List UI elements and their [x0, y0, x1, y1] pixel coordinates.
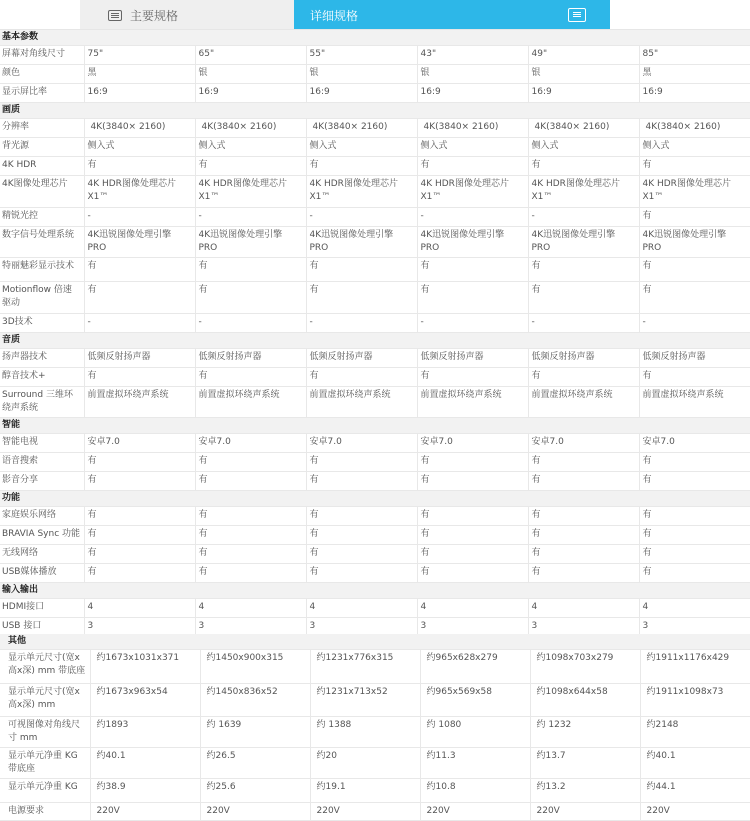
spec-value: 220V	[530, 803, 640, 821]
spec-row	[0, 314, 750, 333]
section-title: 画质	[0, 103, 750, 119]
spec-value: -	[528, 314, 639, 333]
spec-value: 49"	[528, 46, 639, 65]
spec-value: 4K(3840× 2160)	[639, 119, 750, 138]
spec-label: 显示单元尺寸(宽x高x深) mm	[0, 684, 90, 717]
section-header	[0, 418, 750, 434]
spec-value: 安卓7.0	[528, 434, 639, 453]
spec-value: 4K HDR图像处理芯片 X1™	[84, 176, 195, 208]
spec-row	[0, 434, 750, 453]
spec-label: 背光源	[0, 138, 84, 157]
spec-value: 约 1388	[310, 717, 420, 748]
spec-value: 安卓7.0	[84, 434, 195, 453]
other-spec-table	[0, 634, 750, 821]
spec-row	[0, 472, 750, 491]
spec-value: 3	[195, 618, 306, 637]
spec-value: 有	[417, 472, 528, 491]
spec-row	[0, 387, 750, 418]
list-icon	[108, 10, 122, 21]
section-title: 智能	[0, 418, 750, 434]
spec-value: 约1231x776x315	[310, 650, 420, 684]
spec-label: Motionflow 倍速驱动	[0, 282, 84, 314]
spec-value: 低频反射扬声器	[528, 349, 639, 368]
spec-value: 有	[195, 258, 306, 282]
spec-row	[0, 138, 750, 157]
spec-value: 有	[528, 564, 639, 583]
spec-value: 约1911x1176x429	[640, 650, 750, 684]
spec-value: 4K迅锐图像处理引擎 PRO	[639, 227, 750, 258]
spec-value: 有	[639, 507, 750, 526]
spec-row	[0, 564, 750, 583]
spec-value: -	[306, 314, 417, 333]
spec-value: 220V	[420, 803, 530, 821]
section-header	[0, 103, 750, 119]
spec-value: 4K迅锐图像处理引擎 PRO	[306, 227, 417, 258]
spec-value: 有	[417, 157, 528, 176]
spec-value: 85"	[639, 46, 750, 65]
spec-value: 约1450x836x52	[200, 684, 310, 717]
spec-value: 低频反射扬声器	[417, 349, 528, 368]
spec-value: 约26.5	[200, 748, 310, 779]
spec-label: HDMI接口	[0, 599, 84, 618]
spec-value: 4	[417, 599, 528, 618]
spec-value: 侧入式	[195, 138, 306, 157]
spec-value: 约13.7	[530, 748, 640, 779]
spec-value: 有	[84, 258, 195, 282]
spec-label: 电源要求	[0, 803, 90, 821]
tab-detail-label: 详细规格	[310, 8, 359, 23]
spec-value: 4	[306, 599, 417, 618]
spec-value: 4	[195, 599, 306, 618]
spec-value: 4K HDR图像处理芯片 X1™	[306, 176, 417, 208]
spec-value: 有	[306, 258, 417, 282]
spec-value: 有	[639, 282, 750, 314]
spec-value: 有	[528, 526, 639, 545]
spec-value: 约13.2	[530, 779, 640, 803]
spec-value: 有	[639, 453, 750, 472]
spec-value: 有	[195, 282, 306, 314]
spec-value: 4K HDR图像处理芯片 X1™	[417, 176, 528, 208]
spec-value: 有	[306, 545, 417, 564]
spec-value: 约10.8	[420, 779, 530, 803]
spec-value: 约1098x703x279	[530, 650, 640, 684]
spec-value: 银	[528, 65, 639, 84]
spec-row	[0, 65, 750, 84]
spec-row	[0, 368, 750, 387]
spec-value: 侧入式	[417, 138, 528, 157]
spec-value: 约1231x713x52	[310, 684, 420, 717]
spec-value: 220V	[200, 803, 310, 821]
spec-label: 特丽魅彩显示技术	[0, 258, 84, 282]
spec-value: -	[84, 314, 195, 333]
spec-value: 4	[528, 599, 639, 618]
spec-value: 4	[639, 599, 750, 618]
spec-value: 有	[639, 545, 750, 564]
spec-label: 颜色	[0, 65, 84, 84]
spec-value: 约38.9	[90, 779, 200, 803]
spec-value: 有	[84, 507, 195, 526]
spec-value: -	[195, 314, 306, 333]
spec-value: 16:9	[195, 84, 306, 103]
spec-value: 前置虚拟环绕声系统	[639, 387, 750, 418]
spec-value: -	[639, 314, 750, 333]
tab-main-specs[interactable]	[80, 0, 294, 30]
spec-value: 约2148	[640, 717, 750, 748]
spec-label: 醇音技术+	[0, 368, 84, 387]
spec-label: 屏幕对角线尺寸	[0, 46, 84, 65]
spec-value: 有	[417, 258, 528, 282]
spec-value: 4K(3840× 2160)	[306, 119, 417, 138]
spec-label: 显示单元净重 KG	[0, 779, 90, 803]
spec-row	[0, 176, 750, 208]
spec-value: 16:9	[639, 84, 750, 103]
spec-value: 65"	[195, 46, 306, 65]
spec-row	[0, 507, 750, 526]
spec-value: 有	[195, 472, 306, 491]
spec-value: 约965x569x58	[420, 684, 530, 717]
spec-row	[0, 779, 750, 803]
section-title: 音质	[0, 333, 750, 349]
spec-value: 3	[417, 618, 528, 637]
tab-main-label: 主要规格	[130, 8, 179, 23]
spec-value: 安卓7.0	[417, 434, 528, 453]
spec-value: 约19.1	[310, 779, 420, 803]
spec-value: 安卓7.0	[306, 434, 417, 453]
section-title: 其他	[0, 634, 750, 650]
spec-row	[0, 157, 750, 176]
spec-value: 4K迅锐图像处理引擎 PRO	[417, 227, 528, 258]
spec-value: 约40.1	[640, 748, 750, 779]
spec-label: BRAVIA Sync 功能	[0, 526, 84, 545]
spec-row	[0, 650, 750, 684]
spec-label: 智能电视	[0, 434, 84, 453]
spec-value: 有	[195, 564, 306, 583]
spec-value: 有	[84, 368, 195, 387]
spec-label: 扬声器技术	[0, 349, 84, 368]
spec-row	[0, 545, 750, 564]
spec-value: 43"	[417, 46, 528, 65]
spec-row	[0, 227, 750, 258]
spec-tabs	[0, 0, 750, 30]
spec-value: 约25.6	[200, 779, 310, 803]
list-icon	[568, 8, 586, 22]
spec-value: 有	[417, 453, 528, 472]
spec-value: 有	[84, 282, 195, 314]
spec-value: 约40.1	[90, 748, 200, 779]
spec-value: 4K HDR图像处理芯片 X1™	[195, 176, 306, 208]
spec-value: 侧入式	[306, 138, 417, 157]
spec-value: 有	[417, 368, 528, 387]
spec-value: 有	[306, 526, 417, 545]
spec-row	[0, 803, 750, 821]
spec-value: 4K(3840× 2160)	[195, 119, 306, 138]
spec-value: 220V	[310, 803, 420, 821]
spec-value: 前置虚拟环绕声系统	[306, 387, 417, 418]
spec-value: 黑	[639, 65, 750, 84]
section-header	[0, 30, 750, 46]
spec-label: 3D技术	[0, 314, 84, 333]
spec-value: 有	[639, 526, 750, 545]
spec-value: 4K迅锐图像处理引擎 PRO	[84, 227, 195, 258]
spec-value: 有	[84, 472, 195, 491]
spec-value: -	[417, 314, 528, 333]
spec-value: 有	[306, 157, 417, 176]
spec-value: 侧入式	[639, 138, 750, 157]
spec-label: 语音搜索	[0, 453, 84, 472]
spec-value: 有	[528, 453, 639, 472]
spec-row	[0, 599, 750, 618]
spec-row	[0, 119, 750, 138]
spec-value: 有	[306, 472, 417, 491]
spec-value: 有	[528, 472, 639, 491]
spec-value: 有	[84, 157, 195, 176]
spec-row	[0, 526, 750, 545]
spec-value: 有	[306, 368, 417, 387]
spec-label: 影音分享	[0, 472, 84, 491]
spec-value: 前置虚拟环绕声系统	[528, 387, 639, 418]
spec-value: 约1098x644x58	[530, 684, 640, 717]
spec-row	[0, 208, 750, 227]
spec-value: 有	[84, 545, 195, 564]
spec-value: -	[417, 208, 528, 227]
spec-value: 16:9	[84, 84, 195, 103]
spec-value: 3	[528, 618, 639, 637]
spec-value: 220V	[90, 803, 200, 821]
spec-value: 有	[639, 472, 750, 491]
spec-value: 低频反射扬声器	[306, 349, 417, 368]
spec-label: USB媒体播放	[0, 564, 84, 583]
spec-value: 4K迅锐图像处理引擎 PRO	[195, 227, 306, 258]
spec-value: -	[84, 208, 195, 227]
spec-value: 3	[306, 618, 417, 637]
spec-value: 有	[306, 507, 417, 526]
spec-value: 4	[84, 599, 195, 618]
spec-value: 55"	[306, 46, 417, 65]
spec-row	[0, 258, 750, 282]
spec-value: -	[306, 208, 417, 227]
spec-value: 有	[84, 564, 195, 583]
spec-label: USB 接口	[0, 618, 84, 637]
spec-value: 有	[528, 258, 639, 282]
spec-label: 精锐光控	[0, 208, 84, 227]
spec-value: 4K(3840× 2160)	[84, 119, 195, 138]
tab-detail-specs[interactable]	[294, 0, 610, 30]
spec-value: 16:9	[306, 84, 417, 103]
spec-value: 约1450x900x315	[200, 650, 310, 684]
spec-value: 3	[639, 618, 750, 637]
spec-value: 约 1639	[200, 717, 310, 748]
spec-value: 有	[639, 368, 750, 387]
spec-row	[0, 717, 750, 748]
spec-value: 75"	[84, 46, 195, 65]
spec-value: 约 1232	[530, 717, 640, 748]
spec-value: 16:9	[417, 84, 528, 103]
spec-value: 有	[417, 282, 528, 314]
spec-label: 4K图像处理芯片	[0, 176, 84, 208]
spec-value: 有	[417, 545, 528, 564]
spec-value: 有	[306, 453, 417, 472]
spec-value: 低频反射扬声器	[195, 349, 306, 368]
spec-value: 约965x628x279	[420, 650, 530, 684]
section-title: 功能	[0, 491, 750, 507]
spec-label: 显示单元尺寸(宽x高x深) mm 带底座	[0, 650, 90, 684]
spec-value: 银	[195, 65, 306, 84]
spec-value: 低频反射扬声器	[639, 349, 750, 368]
spec-value: 有	[195, 545, 306, 564]
spec-value: 有	[639, 258, 750, 282]
spec-value: 黑	[84, 65, 195, 84]
spec-value: 银	[417, 65, 528, 84]
spec-label: 4K HDR	[0, 157, 84, 176]
spec-value: 有	[306, 564, 417, 583]
spec-label: 显示单元净重 KG 带底座	[0, 748, 90, 779]
spec-value: 4K迅锐图像处理引擎 PRO	[528, 227, 639, 258]
spec-label: 家庭娱乐网络	[0, 507, 84, 526]
spec-value: 有	[195, 526, 306, 545]
spec-row	[0, 46, 750, 65]
spec-value: 有	[528, 282, 639, 314]
spec-value: 有	[528, 157, 639, 176]
section-header	[0, 491, 750, 507]
spec-value: -	[195, 208, 306, 227]
spec-row	[0, 684, 750, 717]
section-header	[0, 634, 750, 650]
spec-value: 有	[84, 453, 195, 472]
spec-value: 约 1080	[420, 717, 530, 748]
spec-label: 分辨率	[0, 119, 84, 138]
spec-value: 有	[417, 564, 528, 583]
spec-label: 显示屏比率	[0, 84, 84, 103]
spec-row	[0, 349, 750, 368]
spec-value: 有	[195, 368, 306, 387]
spec-value: 侧入式	[528, 138, 639, 157]
spec-value: 3	[84, 618, 195, 637]
spec-value: 低频反射扬声器	[84, 349, 195, 368]
spec-value: 220V	[640, 803, 750, 821]
spec-value: 有	[639, 157, 750, 176]
spec-row	[0, 282, 750, 314]
spec-value: 约44.1	[640, 779, 750, 803]
spec-value: 约1673x963x54	[90, 684, 200, 717]
spec-value: 有	[195, 507, 306, 526]
spec-value: -	[528, 208, 639, 227]
section-title: 基本参数	[0, 30, 750, 46]
spec-row	[0, 453, 750, 472]
spec-row	[0, 748, 750, 779]
spec-row	[0, 84, 750, 103]
spec-value: 4K(3840× 2160)	[528, 119, 639, 138]
spec-value: 前置虚拟环绕声系统	[84, 387, 195, 418]
spec-value: 前置虚拟环绕声系统	[417, 387, 528, 418]
spec-value: 4K HDR图像处理芯片 X1™	[639, 176, 750, 208]
spec-value: 侧入式	[84, 138, 195, 157]
spec-label: Surround 三维环绕声系统	[0, 387, 84, 418]
spec-value: 银	[306, 65, 417, 84]
spec-label: 无线网络	[0, 545, 84, 564]
spec-value: 有	[528, 368, 639, 387]
section-title: 输入输出	[0, 583, 750, 599]
spec-value: 有	[417, 526, 528, 545]
spec-value: 安卓7.0	[195, 434, 306, 453]
spec-value: 约20	[310, 748, 420, 779]
spec-value: 有	[528, 545, 639, 564]
spec-value: 有	[306, 282, 417, 314]
spec-value: 有	[528, 507, 639, 526]
spec-value: 有	[639, 564, 750, 583]
spec-value: 约1911x1098x73	[640, 684, 750, 717]
spec-value: 16:9	[528, 84, 639, 103]
spec-value: 约11.3	[420, 748, 530, 779]
section-header	[0, 583, 750, 599]
spec-value: 有	[84, 526, 195, 545]
spec-value: 有	[195, 157, 306, 176]
spec-value: 4K(3840× 2160)	[417, 119, 528, 138]
spec-value: 有	[417, 507, 528, 526]
spec-value: 有	[639, 208, 750, 227]
spec-label: 数字信号处理系统	[0, 227, 84, 258]
spec-value: 4K HDR图像处理芯片 X1™	[528, 176, 639, 208]
spec-value: 约1893	[90, 717, 200, 748]
spec-value: 有	[195, 453, 306, 472]
spec-value: 约1673x1031x371	[90, 650, 200, 684]
spec-label: 可视图像对角线尺寸 mm	[0, 717, 90, 748]
section-header	[0, 333, 750, 349]
spec-table	[0, 30, 750, 637]
spec-value: 前置虚拟环绕声系统	[195, 387, 306, 418]
spec-value: 安卓7.0	[639, 434, 750, 453]
